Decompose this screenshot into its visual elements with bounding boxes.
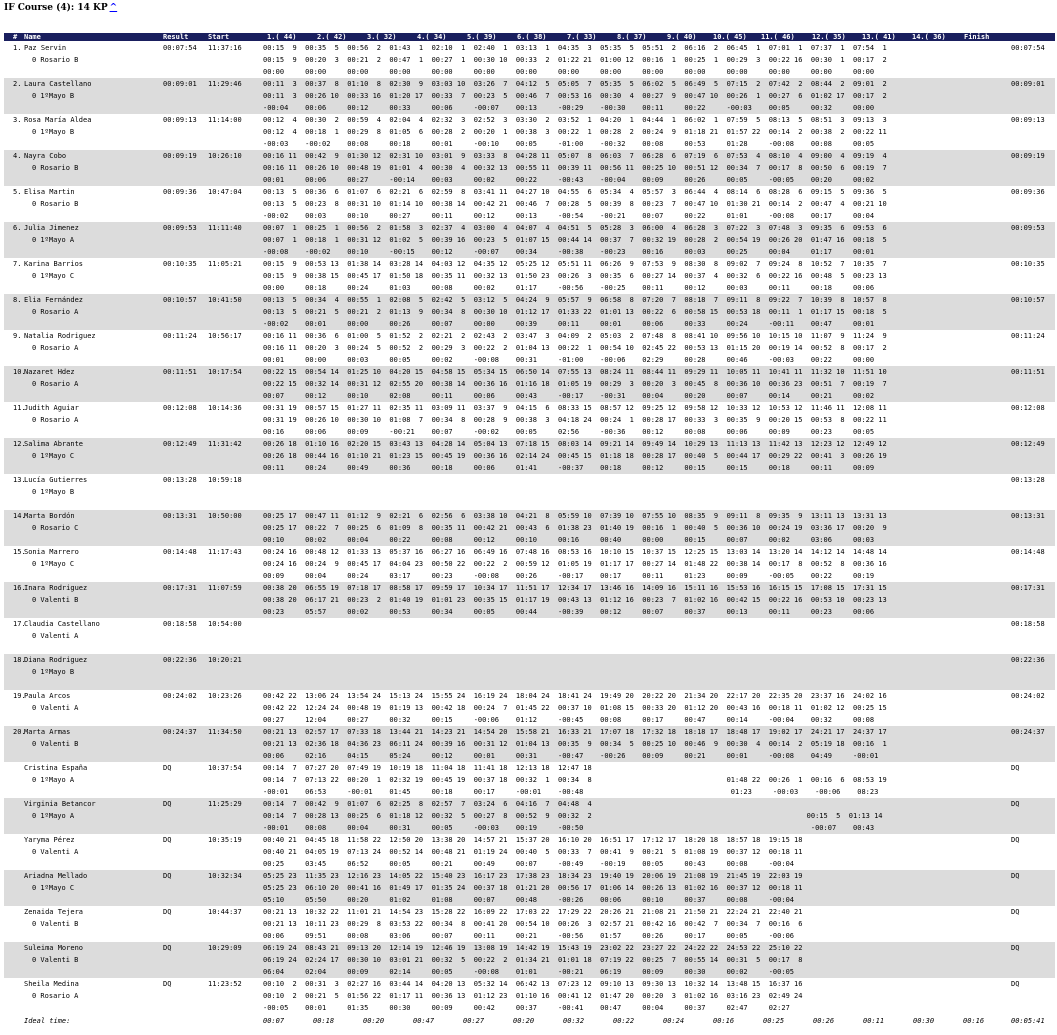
runner-start: 10:26:10 (208, 152, 242, 160)
split-leg-line: 00:24 16 00:24 9 00:45 17 04:04 23 00:50 22 00:22 2 00:59 12 01:05 19 01:17 17 00:27 14 01:48 22 00:38 14 00:17 8 00:52 8 00:36 16 (263, 560, 887, 568)
split-diff-line: -00:02 00:01 00:00 00:26 00:07 00:00 00:39 00:11 00:01 00:06 00:33 00:24 -00:11 00:47 00:01 (263, 320, 875, 328)
runner-start: 10:23:26 (208, 692, 242, 700)
split-leg-line: 00:21 13 02:36 18 04:36 23 06:11 24 00:39 16 00:31 12 01:04 13 00:35 9 00:34 5 00:25 10 00:46 9 00:30 4 00:14 2 05:19 18 00:16 1 (263, 740, 887, 748)
runner-result: 00:14:48 (163, 548, 197, 556)
runner-start: 11:29:46 (208, 80, 242, 88)
ideal-split-5: 00:27 (463, 1017, 485, 1025)
header-split-9: 9.( 40) (667, 33, 697, 41)
table-header (4, 33, 1055, 41)
runner-result: DQ (163, 764, 172, 772)
split-leg-line: 00:21 13 10:11 23 00:29 8 03:53 22 00:34 8 00:41 20 00:54 10 00:26 3 02:57 21 00:42 16 00:42 7 00:34 7 00:16 6 (263, 920, 803, 928)
runner-club: 0 1ºMayo A (32, 776, 75, 784)
runner-result: DQ (163, 872, 172, 880)
table-row (4, 186, 1055, 222)
split-diff-line: 05:10 05:50 00:20 01:02 01:08 00:07 00:48 -00:26 00:06 00:10 00:37 00:08 -00:04 (263, 896, 795, 904)
table-row (4, 78, 1055, 114)
runner-result: 00:10:57 (163, 296, 197, 304)
split-diff-line: -00:04 00:06 00:12 00:33 00:06 -00:07 00:13 -00:29 -00:30 00:11 00:22 -00:03 00:05 00:32 00:00 (263, 104, 875, 112)
runner-final-time: 00:13:31 (1011, 512, 1045, 520)
split-diff-line: 00:06 02:16 04:15 05:24 00:12 00:01 00:31 -00:47 -00:26 00:09 00:21 00:01 -00:08 04:49 -00:01 (263, 752, 879, 760)
split-leg-line: 00:40 21 04:05 19 07:13 24 00:52 14 00:48 21 01:19 24 00:40 5 00:33 7 00:41 9 00:21 5 01:08 19 00:37 12 00:18 11 (263, 848, 803, 856)
runner-name: Virginia Betancor (24, 800, 96, 808)
split-cumulative-line: 00:14 7 07:27 20 07:49 19 10:19 18 11:04 18 11:41 18 12:13 18 12:47 18 (263, 764, 592, 772)
runner-start: 11:05:21 (208, 260, 242, 268)
runner-start: 11:25:29 (208, 800, 242, 808)
split-cumulative-line: 00:21 13 10:32 22 11:01 21 14:54 23 15:28 22 16:09 22 17:03 22 17:29 22 20:26 21 21:08 21 21:50 21 22:24 21 22:40 21 (263, 908, 803, 916)
split-diff-line: 00:07 00:12 00:10 02:08 00:11 00:06 00:43 -00:17 -00:31 00:04 00:20 00:07 00:14 00:21 00:02 (263, 392, 875, 400)
runner-name: Marta Armas (24, 728, 71, 736)
split-cumulative-line: 00:13 5 00:34 4 00:55 1 02:08 5 02:42 5 03:12 5 04:24 9 05:57 9 06:58 8 07:20 7 08:18 7 09:11 8 09:22 7 10:39 8 10:57 8 (263, 296, 887, 304)
split-cumulative-line: 00:21 13 02:57 17 07:33 18 13:44 21 14:23 21 14:54 20 15:58 21 16:33 21 17:07 18 17:32 18 18:18 17 18:48 17 19:02 17 24:21 17 24:37 17 (263, 728, 887, 736)
split-cumulative-line: 06:19 24 08:43 21 09:13 20 12:14 19 12:46 19 13:08 19 14:42 19 15:43 19 23:02 22 23:27 22 24:22 22 24:53 22 25:10 22 (263, 944, 803, 952)
header-split-3: 3.( 32) (367, 33, 397, 41)
runner-start: 11:23:52 (208, 980, 242, 988)
split-leg-line: 00:22 15 00:32 14 00:31 12 02:55 20 00:38 14 00:36 16 01:16 18 01:05 19 00:29 3 00:20 3 00:45 8 00:36 10 00:36 23 00:51 7 00:19 7 (263, 380, 887, 388)
split-leg-line: 06:19 24 02:24 17 00:30 10 03:01 21 00:32 5 00:22 2 01:34 21 01:01 18 07:19 22 00:25 7 00:55 14 00:31 5 00:17 8 (263, 956, 803, 964)
runner-name: Julia Jimenez (24, 224, 79, 232)
table-row (4, 798, 1055, 834)
header-split-12: 12.( 35) (812, 33, 846, 41)
runner-final-time: 00:09:36 (1011, 188, 1045, 196)
runner-name: Diana Rodriguez (24, 656, 88, 664)
runner-result: 00:11:51 (163, 368, 197, 376)
runner-name: Karina Barrios (24, 260, 84, 268)
runner-final-time: 00:09:53 (1011, 224, 1045, 232)
runner-club: 0 Rosario B (32, 56, 79, 64)
split-leg-line: 00:12 4 00:18 1 00:29 8 01:05 6 00:28 2 00:20 1 00:38 3 00:22 1 00:28 2 00:24 9 01:18 21 01:57 22 00:14 2 00:38 2 00:22 11 (263, 128, 887, 136)
ideal-split-2: 00:18 (313, 1017, 335, 1025)
runner-start: 11:17:43 (208, 548, 242, 556)
table-row (4, 294, 1055, 330)
runner-final-time: DQ (1011, 836, 1020, 844)
runner-final-time: 00:22:36 (1011, 656, 1045, 664)
runner-final-time: 00:11:51 (1011, 368, 1045, 376)
ideal-split-4: 00:47 (413, 1017, 435, 1025)
runner-club: 0 1ºMayo A (32, 236, 75, 244)
header-start: Start (208, 33, 230, 41)
runner-start: 10:14:36 (208, 404, 242, 412)
table-row (4, 834, 1055, 870)
runner-start: 10:50:00 (208, 512, 242, 520)
runner-club: 0 1ºMayo B (32, 92, 75, 100)
table-row (4, 150, 1055, 186)
split-leg-line: 00:26 18 00:44 16 01:10 21 01:23 15 00:45 19 00:36 16 02:14 24 00:45 15 01:18 18 00:28 17 00:40 5 00:44 17 00:29 22 00:41 3 00:26 19 (263, 452, 887, 460)
runner-final-time: DQ (1011, 980, 1020, 988)
split-leg-line: 00:38 20 06:17 21 00:23 2 01:40 19 01:01 23 00:35 15 01:17 19 00:43 13 01:12 16 00:23 7 01:02 16 00:42 15 00:22 16 00:53 10 00:23 13 (263, 596, 887, 604)
row-num: 13. (13, 476, 26, 484)
runner-name: Elia Fernández (24, 296, 84, 304)
row-num: 11. (13, 404, 26, 412)
runner-club: 0 Rosario A (32, 308, 79, 316)
runner-club: 0 Rosario A (32, 992, 79, 1000)
runner-result: 00:09:36 (163, 188, 197, 196)
split-cumulative-line: 00:12 4 00:30 2 00:59 4 02:04 4 02:32 3 02:52 3 03:30 2 03:52 1 04:20 1 04:44 1 06:02 1 07:59 5 08:13 5 08:51 3 09:13 3 (263, 116, 887, 124)
row-num: 5. (13, 188, 22, 196)
split-diff-line: 00:25 03:45 06:52 00:05 00:21 00:49 00:07 -00:49 -00:19 00:05 00:43 00:08 -00:04 (263, 860, 795, 868)
header-split-1: 1.( 44) (267, 33, 297, 41)
split-diff-line: 00:23 05:57 00:02 00:53 00:34 00:05 00:44 -00:39 00:12 00:07 00:37 00:13 00:11 00:23 00:06 (263, 608, 875, 616)
header-split-7: 7.( 33) (567, 33, 597, 41)
header-result: Result (163, 33, 189, 41)
runner-result: 00:13:31 (163, 512, 197, 520)
runner-start: 10:47:04 (208, 188, 242, 196)
split-leg-line: 00:10 2 00:21 5 01:56 22 01:17 11 00:36 13 01:12 23 01:10 16 00:41 12 01:47 20 00:20 3 01:02 16 03:16 23 02:49 24 (263, 992, 803, 1000)
runner-club: 0 Valenti B (32, 956, 79, 964)
ideal-split-6: 00:20 (513, 1017, 535, 1025)
runner-club: 0 1ºMayo C (32, 452, 75, 460)
runner-start: 10:44:37 (208, 908, 242, 916)
split-diff-line: 00:11 00:24 00:49 00:36 00:18 00:06 01:41 -00:37 00:18 00:12 00:15 00:15 00:18 00:11 00:09 (263, 464, 875, 472)
split-cumulative-line: 00:07 1 00:25 1 00:56 2 01:58 3 02:37 4 03:00 4 04:07 4 04:51 5 05:28 3 06:00 4 06:28 3 07:22 3 07:48 3 09:35 6 09:53 6 (263, 224, 887, 232)
ideal-split-7: 00:32 (563, 1017, 585, 1025)
ideal-split-11: 00:25 (763, 1017, 785, 1025)
runner-result: 00:22:36 (163, 656, 197, 664)
runner-result: 00:09:19 (163, 152, 197, 160)
runner-name: Inara Rodriguez (24, 584, 88, 592)
runner-result: 00:07:54 (163, 44, 197, 52)
split-leg-line: 00:14 7 00:28 13 00:25 6 01:18 12 00:32 5 00:27 8 00:52 9 00:32 2 00:15 5 01:13 14 (263, 812, 883, 820)
split-cumulative-line: 00:10 2 00:31 3 02:27 16 03:44 14 04:20 13 05:32 14 06:42 13 07:23 12 09:10 13 09:30 13 10:32 14 13:48 15 16:37 16 (263, 980, 803, 988)
row-num: 2. (13, 80, 22, 88)
runner-club: 0 1ºMayo B (32, 488, 75, 496)
header-split-10: 10.( 45) (713, 33, 747, 41)
runner-club: 0 1ºMayo B (32, 128, 75, 136)
split-leg-line: 00:13 5 00:21 5 00:21 2 01:13 9 00:34 8 00:30 10 01:12 17 01:33 22 01:01 13 00:22 6 00:58 15 00:53 18 00:11 1 01:17 15 00:18 5 (263, 308, 887, 316)
runner-start: 10:59:18 (208, 476, 242, 484)
runner-final-time: DQ (1011, 908, 1020, 916)
split-leg-line: 00:16 11 00:26 10 00:48 19 01:01 4 00:30 4 00:32 13 00:55 11 00:39 11 00:56 11 00:25 10 00:51 12 00:34 7 00:17 8 00:50 6 00:19 7 (263, 164, 887, 172)
row-num: 16. (13, 584, 26, 592)
runner-start: 10:37:54 (208, 764, 242, 772)
runner-start: 10:54:00 (208, 620, 242, 628)
runner-name: Suleima Moreno (24, 944, 84, 952)
split-diff-line: -00:03 -00:02 00:08 00:18 00:01 -00:10 00:05 -01:00 -00:32 00:08 00:53 01:28 -00:08 00:08 00:05 (263, 140, 875, 148)
row-num: 9. (13, 332, 22, 340)
runner-final-time: 00:17:31 (1011, 584, 1045, 592)
runner-name: Sonia Marrero (24, 548, 79, 556)
table-row (4, 942, 1055, 978)
runner-club: 0 Rosario A (32, 380, 79, 388)
row-num: 3. (13, 116, 22, 124)
split-diff-line: -00:01 06:53 -00:01 01:45 00:18 00:17 -00:01 -00:48 01:23 -00:03 -00:06 08:23 (263, 788, 879, 796)
table-row (4, 726, 1055, 762)
ideal-split-3: 00:20 (363, 1017, 385, 1025)
table-row (4, 114, 1055, 150)
header-split-2: 2.( 42) (317, 33, 347, 41)
runner-final-time: 00:09:19 (1011, 152, 1045, 160)
split-diff-line: -00:05 00:01 01:35 00:30 00:09 00:42 00:37 -00:41 00:47 00:04 00:37 02:47 02:27 (263, 1004, 790, 1012)
row-num: 7. (13, 260, 22, 268)
header-name: Name (24, 33, 41, 41)
table-row (4, 258, 1055, 294)
table-row (4, 510, 1055, 546)
runner-result: DQ (163, 980, 172, 988)
runner-name: Ariadna Mellado (24, 872, 88, 880)
runner-start: 10:20:21 (208, 656, 242, 664)
runner-name: Sheila Medina (24, 980, 79, 988)
table-row (4, 870, 1055, 906)
runner-club: 0 1ºMayo C (32, 560, 75, 568)
runner-name: Salima Abrante (24, 440, 84, 448)
table-row (4, 906, 1055, 942)
runner-final-time: DQ (1011, 872, 1020, 880)
runner-club: 0 Rosario B (32, 200, 79, 208)
header-split-5: 5.( 39) (467, 33, 497, 41)
header-split-6: 6.( 38) (517, 33, 547, 41)
runner-club: 0 Valenti B (32, 920, 79, 928)
split-cumulative-line: 00:22 15 00:54 14 01:25 10 04:20 15 04:58 15 05:34 15 06:50 14 07:55 13 08:24 11 08:44 11 09:29 11 10:05 11 10:41 11 11:32 10 11:51 10 (263, 368, 887, 376)
runner-result: 00:24:02 (163, 692, 197, 700)
split-cumulative-line: 00:38 20 06:55 19 07:18 17 08:58 17 09:59 17 10:34 17 11:51 17 12:34 17 13:46 16 14:09 16 15:11 16 15:53 16 16:15 15 17:08 15 17:31 15 (263, 584, 887, 592)
runner-start: 11:11:40 (208, 224, 242, 232)
table-row (4, 690, 1055, 726)
runner-final-time: DQ (1011, 800, 1020, 808)
ideal-split-9: 00:24 (663, 1017, 685, 1025)
runner-club: 0 1ºMayo B (32, 668, 75, 676)
split-leg-line: 00:13 5 00:23 8 00:31 10 01:14 10 00:38 14 00:42 21 00:46 7 00:28 5 00:39 8 00:23 7 00:47 10 01:30 21 00:14 2 00:47 4 00:21 10 (263, 200, 887, 208)
split-leg-line: 00:25 17 00:22 7 00:25 6 01:09 8 00:35 11 00:42 21 00:43 6 01:38 23 01:40 19 00:16 1 00:40 5 00:36 10 00:24 19 03:36 17 00:20 9 (263, 524, 887, 532)
runner-final-time: 00:14:48 (1011, 548, 1045, 556)
table-row (4, 582, 1055, 618)
runner-club: 0 Rosario B (32, 164, 79, 172)
runner-start: 11:37:16 (208, 44, 242, 52)
row-num: 8. (13, 296, 22, 304)
runner-result: 00:09:01 (163, 80, 197, 88)
runner-club: 0 Rosario A (32, 344, 79, 352)
split-leg-line: 00:07 1 00:18 1 00:31 12 01:02 5 00:39 16 00:23 5 01:07 15 00:44 14 00:37 7 00:32 19 00:28 2 00:54 19 00:26 20 01:47 16 00:18 5 (263, 236, 887, 244)
table-row (4, 474, 1055, 510)
runner-final-time: 00:18:58 (1011, 620, 1045, 628)
split-cumulative-line: 00:13 5 00:36 6 01:07 6 02:21 6 02:59 8 03:41 11 04:27 10 04:55 6 05:34 4 05:57 3 06:44 4 08:14 6 08:28 6 09:15 5 09:36 5 (263, 188, 887, 196)
runner-final-time: 00:10:35 (1011, 260, 1045, 268)
split-leg-line: 00:11 3 00:26 10 00:33 16 01:20 17 00:33 7 00:23 5 00:46 7 00:53 16 00:30 4 00:27 9 00:47 10 00:26 1 00:27 6 01:02 17 00:17 2 (263, 92, 887, 100)
runner-start: 10:35:19 (208, 836, 242, 844)
runner-club: 0 Valenti A (32, 632, 79, 640)
runner-final-time: 00:09:01 (1011, 80, 1045, 88)
split-cumulative-line: 00:15 9 00:35 5 00:56 2 01:43 1 02:10 1 02:40 1 03:13 1 04:35 3 05:35 5 05:51 2 06:16 2 06:45 1 07:01 1 07:37 1 07:54 1 (263, 44, 887, 52)
split-cumulative-line: 00:40 21 04:45 18 11:58 22 12:50 20 13:38 20 14:57 21 15:37 20 16:10 20 16:51 17 17:12 17 18:20 18 18:57 18 19:15 18 (263, 836, 803, 844)
runner-result: DQ (163, 836, 172, 844)
split-diff-line: 00:01 00:00 00:03 00:05 00:02 -00:08 00:31 -01:00 -00:06 02:29 00:28 00:46 -00:03 00:22 00:00 (263, 356, 875, 364)
table-row (4, 366, 1055, 402)
split-diff-line: 00:27 12:04 00:27 00:32 00:15 -00:06 01:12 -00:45 00:08 00:17 00:47 00:14 -00:04 00:32 00:08 (263, 716, 875, 724)
split-cumulative-line: 00:42 22 13:06 24 13:54 24 15:13 24 15:55 24 16:19 24 18:04 24 18:41 24 19:49 20 20:22 20 21:34 20 22:17 20 22:35 20 23:37 16 24:02 16 (263, 692, 887, 700)
split-leg-line: 00:16 11 00:20 3 00:24 5 00:52 2 00:29 3 00:22 2 01:04 13 00:22 1 00:54 10 02:45 22 00:53 13 01:15 20 00:19 14 00:52 8 00:17 2 (263, 344, 887, 352)
table-row (4, 618, 1055, 654)
runner-result: 00:09:13 (163, 116, 197, 124)
ideal-split-14: 00:30 (913, 1017, 935, 1025)
runner-result: DQ (163, 908, 172, 916)
split-leg-line: 00:42 22 12:24 24 00:48 19 01:19 13 00:42 18 00:24 7 01:45 22 00:37 10 01:08 15 00:33 20 01:12 20 00:43 16 00:18 11 01:02 12 00:25 15 (263, 704, 887, 712)
runner-final-time: 00:10:57 (1011, 296, 1045, 304)
ideal-split-1: 00:07 (263, 1017, 285, 1025)
split-leg-line: 00:31 19 00:26 10 00:30 10 01:08 7 00:34 8 00:28 9 00:38 3 04:18 24 00:24 1 00:28 17 00:33 3 00:35 9 00:20 15 00:53 8 00:22 11 (263, 416, 887, 424)
back-to-top-link[interactable]: ^ (109, 3, 118, 13)
runner-final-time: 00:12:49 (1011, 440, 1045, 448)
runner-final-time: DQ (1011, 944, 1020, 952)
runner-final-time: 00:24:02 (1011, 692, 1045, 700)
runner-start: 10:56:17 (208, 332, 242, 340)
ideal-time-row (4, 1015, 1055, 1027)
header-num: # (13, 33, 18, 41)
header-split-13: 13.( 41) (862, 33, 896, 41)
runner-start: 11:14:00 (208, 116, 242, 124)
runner-name: Marta Bordón (24, 512, 75, 520)
runner-name: Nazaret Hdez (24, 368, 75, 376)
split-diff-line: 00:00 00:18 00:24 01:03 00:08 00:02 01:17 -00:56 -00:25 00:11 00:12 00:03 00:11 00:18 00:06 (263, 284, 875, 292)
split-diff-line: -00:01 00:08 00:04 00:31 00:05 -00:03 00:19 -00:50 -00:07 00:43 (263, 824, 875, 832)
runner-final-time: 00:07:54 (1011, 44, 1045, 52)
header-split-8: 8.( 37) (617, 33, 647, 41)
runner-name: Lucía Gutierres (24, 476, 88, 484)
runner-result: 00:18:58 (163, 620, 197, 628)
runner-club: 0 Rosario A (32, 416, 79, 424)
runner-final-time: 00:09:13 (1011, 116, 1045, 124)
runner-start: 11:07:59 (208, 584, 242, 592)
row-num: 10. (13, 368, 26, 376)
ideal-split-10: 00:16 (713, 1017, 735, 1025)
split-cumulative-line: 00:31 19 00:57 15 01:27 11 02:35 11 03:09 11 03:37 9 04:15 6 08:33 15 08:57 12 09:25 12 09:58 12 10:33 12 10:53 12 11:46 11 12:08 11 (263, 404, 887, 412)
runner-name: Nayra Cobo (24, 152, 67, 160)
runner-result: 00:24:37 (163, 728, 197, 736)
runner-name: Paula Arcos (24, 692, 71, 700)
row-num: 6. (13, 224, 22, 232)
split-diff-line: 00:01 00:06 00:27 -00:14 00:03 00:02 00:22 -00:43 -00:04 00:09 00:26 00:05 -00:05 00:20 00:02 (263, 176, 875, 184)
runner-start: 10:17:54 (208, 368, 242, 376)
runner-start: 10:32:34 (208, 872, 242, 880)
row-num: 20. (13, 728, 26, 736)
split-cumulative-line: 00:26 18 01:10 16 02:20 15 03:43 13 04:28 14 05:04 13 07:18 15 08:03 14 09:21 14 09:49 14 10:29 13 11:13 13 11:42 13 12:23 12 12:49 12 (263, 440, 887, 448)
table-row (4, 654, 1055, 690)
header-split-4: 4.( 34) (417, 33, 447, 41)
split-cumulative-line: 00:15 9 00:53 13 01:38 14 03:28 14 04:03 12 04:35 12 05:25 12 05:51 11 06:26 9 07:53 9 08:30 8 09:02 7 09:24 8 10:52 7 10:35 7 (263, 260, 887, 268)
table-row (4, 978, 1055, 1014)
runner-final-time: 00:12:08 (1011, 404, 1045, 412)
row-num: 17. (13, 620, 26, 628)
split-diff-line: 06:04 02:04 00:09 02:14 00:05 -00:08 01:01 -00:21 06:19 00:09 00:30 00:02 -00:05 (263, 968, 795, 976)
runner-club: 0 Valenti A (32, 848, 79, 856)
runner-start: 11:31:42 (208, 440, 242, 448)
table-row (4, 42, 1055, 78)
header-split-11: 11.( 46) (761, 33, 795, 41)
runner-name: Cristina España (24, 764, 88, 772)
runner-name: Zenaida Tejera (24, 908, 84, 916)
runner-result: 00:12:08 (163, 404, 197, 412)
split-cumulative-line: 00:24 16 00:48 12 01:33 13 05:37 16 06:27 16 06:49 16 07:48 16 08:53 16 10:10 15 10:37 15 12:25 15 13:03 14 13:20 14 14:12 14 14:48 14 (263, 548, 887, 556)
table-row (4, 546, 1055, 582)
runner-result: 00:13:28 (163, 476, 197, 484)
split-diff-line: 00:09 00:04 00:24 03:17 00:23 -00:08 00:26 -00:17 00:17 00:11 01:23 00:09 -00:05 00:22 00:19 (263, 572, 875, 580)
ideal-time-label: Ideal time: (24, 1017, 71, 1025)
split-diff-line: 00:00 00:00 00:00 00:00 00:00 00:00 00:00 00:00 00:00 00:00 00:00 00:00 00:00 00:00 00:00 (263, 68, 875, 76)
ideal-split-finish: 00:16 (963, 1017, 985, 1025)
row-num: 15. (13, 548, 26, 556)
runner-result: 00:09:53 (163, 224, 197, 232)
runner-name: Judith Aguiar (24, 404, 79, 412)
runner-result: 00:12:49 (163, 440, 197, 448)
runner-club: 0 1ºMayo C (32, 272, 75, 280)
header-finish: Finish (964, 33, 990, 41)
split-leg-line: 00:15 9 00:38 15 00:45 17 01:50 18 00:35 11 00:32 13 01:50 23 00:26 3 00:35 6 00:27 14 00:37 4 00:32 6 00:22 16 00:48 5 00:23 13 (263, 272, 887, 280)
split-diff-line: -00:08 -00:02 00:10 -00:15 00:12 -00:07 00:34 -00:38 -00:23 00:16 00:03 00:25 00:04 01:17 00:01 (263, 248, 875, 256)
runner-result: 00:10:35 (163, 260, 197, 268)
ideal-split-12: 00:26 (813, 1017, 835, 1025)
course-title-text: IF Course (4): 14 KP (4, 3, 108, 13)
course-title (4, 3, 117, 13)
row-num: 1. (13, 44, 22, 52)
split-cumulative-line: 00:11 3 00:37 8 01:10 8 02:30 9 03:03 10 03:26 7 04:12 5 05:05 7 05:35 5 06:02 5 06:49 5 07:15 2 07:42 2 08:44 2 09:01 2 (263, 80, 887, 88)
runner-club: 0 Rosario C (32, 524, 79, 532)
row-num: 19. (13, 692, 26, 700)
split-cumulative-line: 00:25 17 00:47 11 01:12 9 02:21 6 02:56 6 03:38 10 04:21 8 05:59 10 07:39 10 07:55 10 08:35 9 09:11 8 09:35 9 13:11 13 13:31 13 (263, 512, 887, 520)
runner-result: DQ (163, 800, 172, 808)
runner-club: 0 Valenti B (32, 740, 79, 748)
split-cumulative-line: 00:16 11 00:42 9 01:30 12 02:31 10 03:01 9 03:33 8 04:28 11 05:07 8 06:03 7 06:28 6 07:19 6 07:53 4 08:10 4 09:00 4 09:19 4 (263, 152, 887, 160)
row-num: 18. (13, 656, 26, 664)
runner-name: Yaryma Pérez (24, 836, 75, 844)
row-num: 4. (13, 152, 22, 160)
table-row (4, 762, 1055, 798)
ideal-split-8: 00:22 (613, 1017, 635, 1025)
runner-name: Elisa Martin (24, 188, 75, 196)
table-row (4, 438, 1055, 474)
row-num: 14. (13, 512, 26, 520)
split-cumulative-line: 05:25 23 11:35 23 12:16 23 14:05 22 15:40 23 16:17 23 17:38 23 18:34 23 19:40 19 20:06 19 21:08 19 21:45 19 22:03 19 (263, 872, 803, 880)
split-diff-line: -00:02 00:03 00:10 00:27 00:11 00:12 00:13 -00:54 -00:21 00:07 00:22 01:01 -00:08 00:17 00:04 (263, 212, 875, 220)
split-leg-line: 05:25 23 06:10 20 00:41 16 01:49 17 01:35 24 00:37 18 01:21 20 00:56 17 01:06 14 00:26 13 01:02 16 00:37 12 00:18 11 (263, 884, 803, 892)
runner-final-time: 00:11:24 (1011, 332, 1045, 340)
runner-result: DQ (163, 944, 172, 952)
table-row (4, 402, 1055, 438)
ideal-total: 00:05:41 (1011, 1017, 1045, 1025)
runner-club: 0 1ºMayo C (32, 884, 75, 892)
runner-name: Paz Servin (24, 44, 67, 52)
runner-start: 11:34:50 (208, 728, 242, 736)
runner-start: 10:41:50 (208, 296, 242, 304)
split-leg-line: 00:15 9 00:20 3 00:21 2 00:47 1 00:27 1 00:30 10 00:33 2 01:22 21 01:00 12 00:16 1 00:25 1 00:29 3 00:22 16 00:30 1 00:17 2 (263, 56, 887, 64)
runner-club: 0 Valenti B (32, 596, 79, 604)
split-leg-line: 00:14 7 07:13 22 00:20 1 02:32 19 00:45 19 00:37 18 00:32 1 00:34 8 01:48 22 00:26 1 00:16 6 08:53 19 (263, 776, 887, 784)
ideal-split-13: 00:11 (863, 1017, 885, 1025)
split-cumulative-line: 00:14 7 00:42 9 01:07 6 02:25 8 02:57 7 03:24 6 04:16 7 04:48 4 (263, 800, 592, 808)
runner-name: Natalia Rodriguez (24, 332, 96, 340)
runner-result: 00:11:24 (163, 332, 197, 340)
runner-final-time: 00:24:37 (1011, 728, 1045, 736)
runner-start: 10:29:09 (208, 944, 242, 952)
table-row (4, 330, 1055, 366)
runner-name: Laura Castellano (24, 80, 92, 88)
split-cumulative-line: 00:16 11 00:36 6 01:00 5 01:52 2 02:21 2 02:43 2 03:47 3 04:09 2 05:03 2 07:48 8 08:41 10 09:56 10 10:15 10 11:07 9 11:24 9 (263, 332, 887, 340)
split-diff-line: 00:10 00:02 00:04 00:22 00:08 00:12 00:10 00:16 00:40 00:00 00:15 00:07 00:02 03:06 00:03 (263, 536, 875, 544)
runner-club: 0 Valenti A (32, 704, 79, 712)
table-row (4, 222, 1055, 258)
runner-name: Claudia Castellano (24, 620, 100, 628)
runner-final-time: DQ (1011, 764, 1020, 772)
split-diff-line: 00:06 09:51 00:08 03:06 00:07 00:11 00:21 -00:56 01:57 00:26 00:17 00:05 -00:06 (263, 932, 795, 940)
row-num: 12. (13, 440, 26, 448)
header-split-14: 14.( 36) (912, 33, 946, 41)
runner-final-time: 00:13:28 (1011, 476, 1045, 484)
runner-result: 00:17:31 (163, 584, 197, 592)
runner-club: 0 1ºMayo A (32, 812, 75, 820)
split-diff-line: 00:16 00:06 00:09 -00:21 00:07 -00:02 00:05 02:56 -00:36 00:12 00:08 00:06 00:09 00:23 00:05 (263, 428, 875, 436)
runner-name: Rosa María Aldea (24, 116, 92, 124)
